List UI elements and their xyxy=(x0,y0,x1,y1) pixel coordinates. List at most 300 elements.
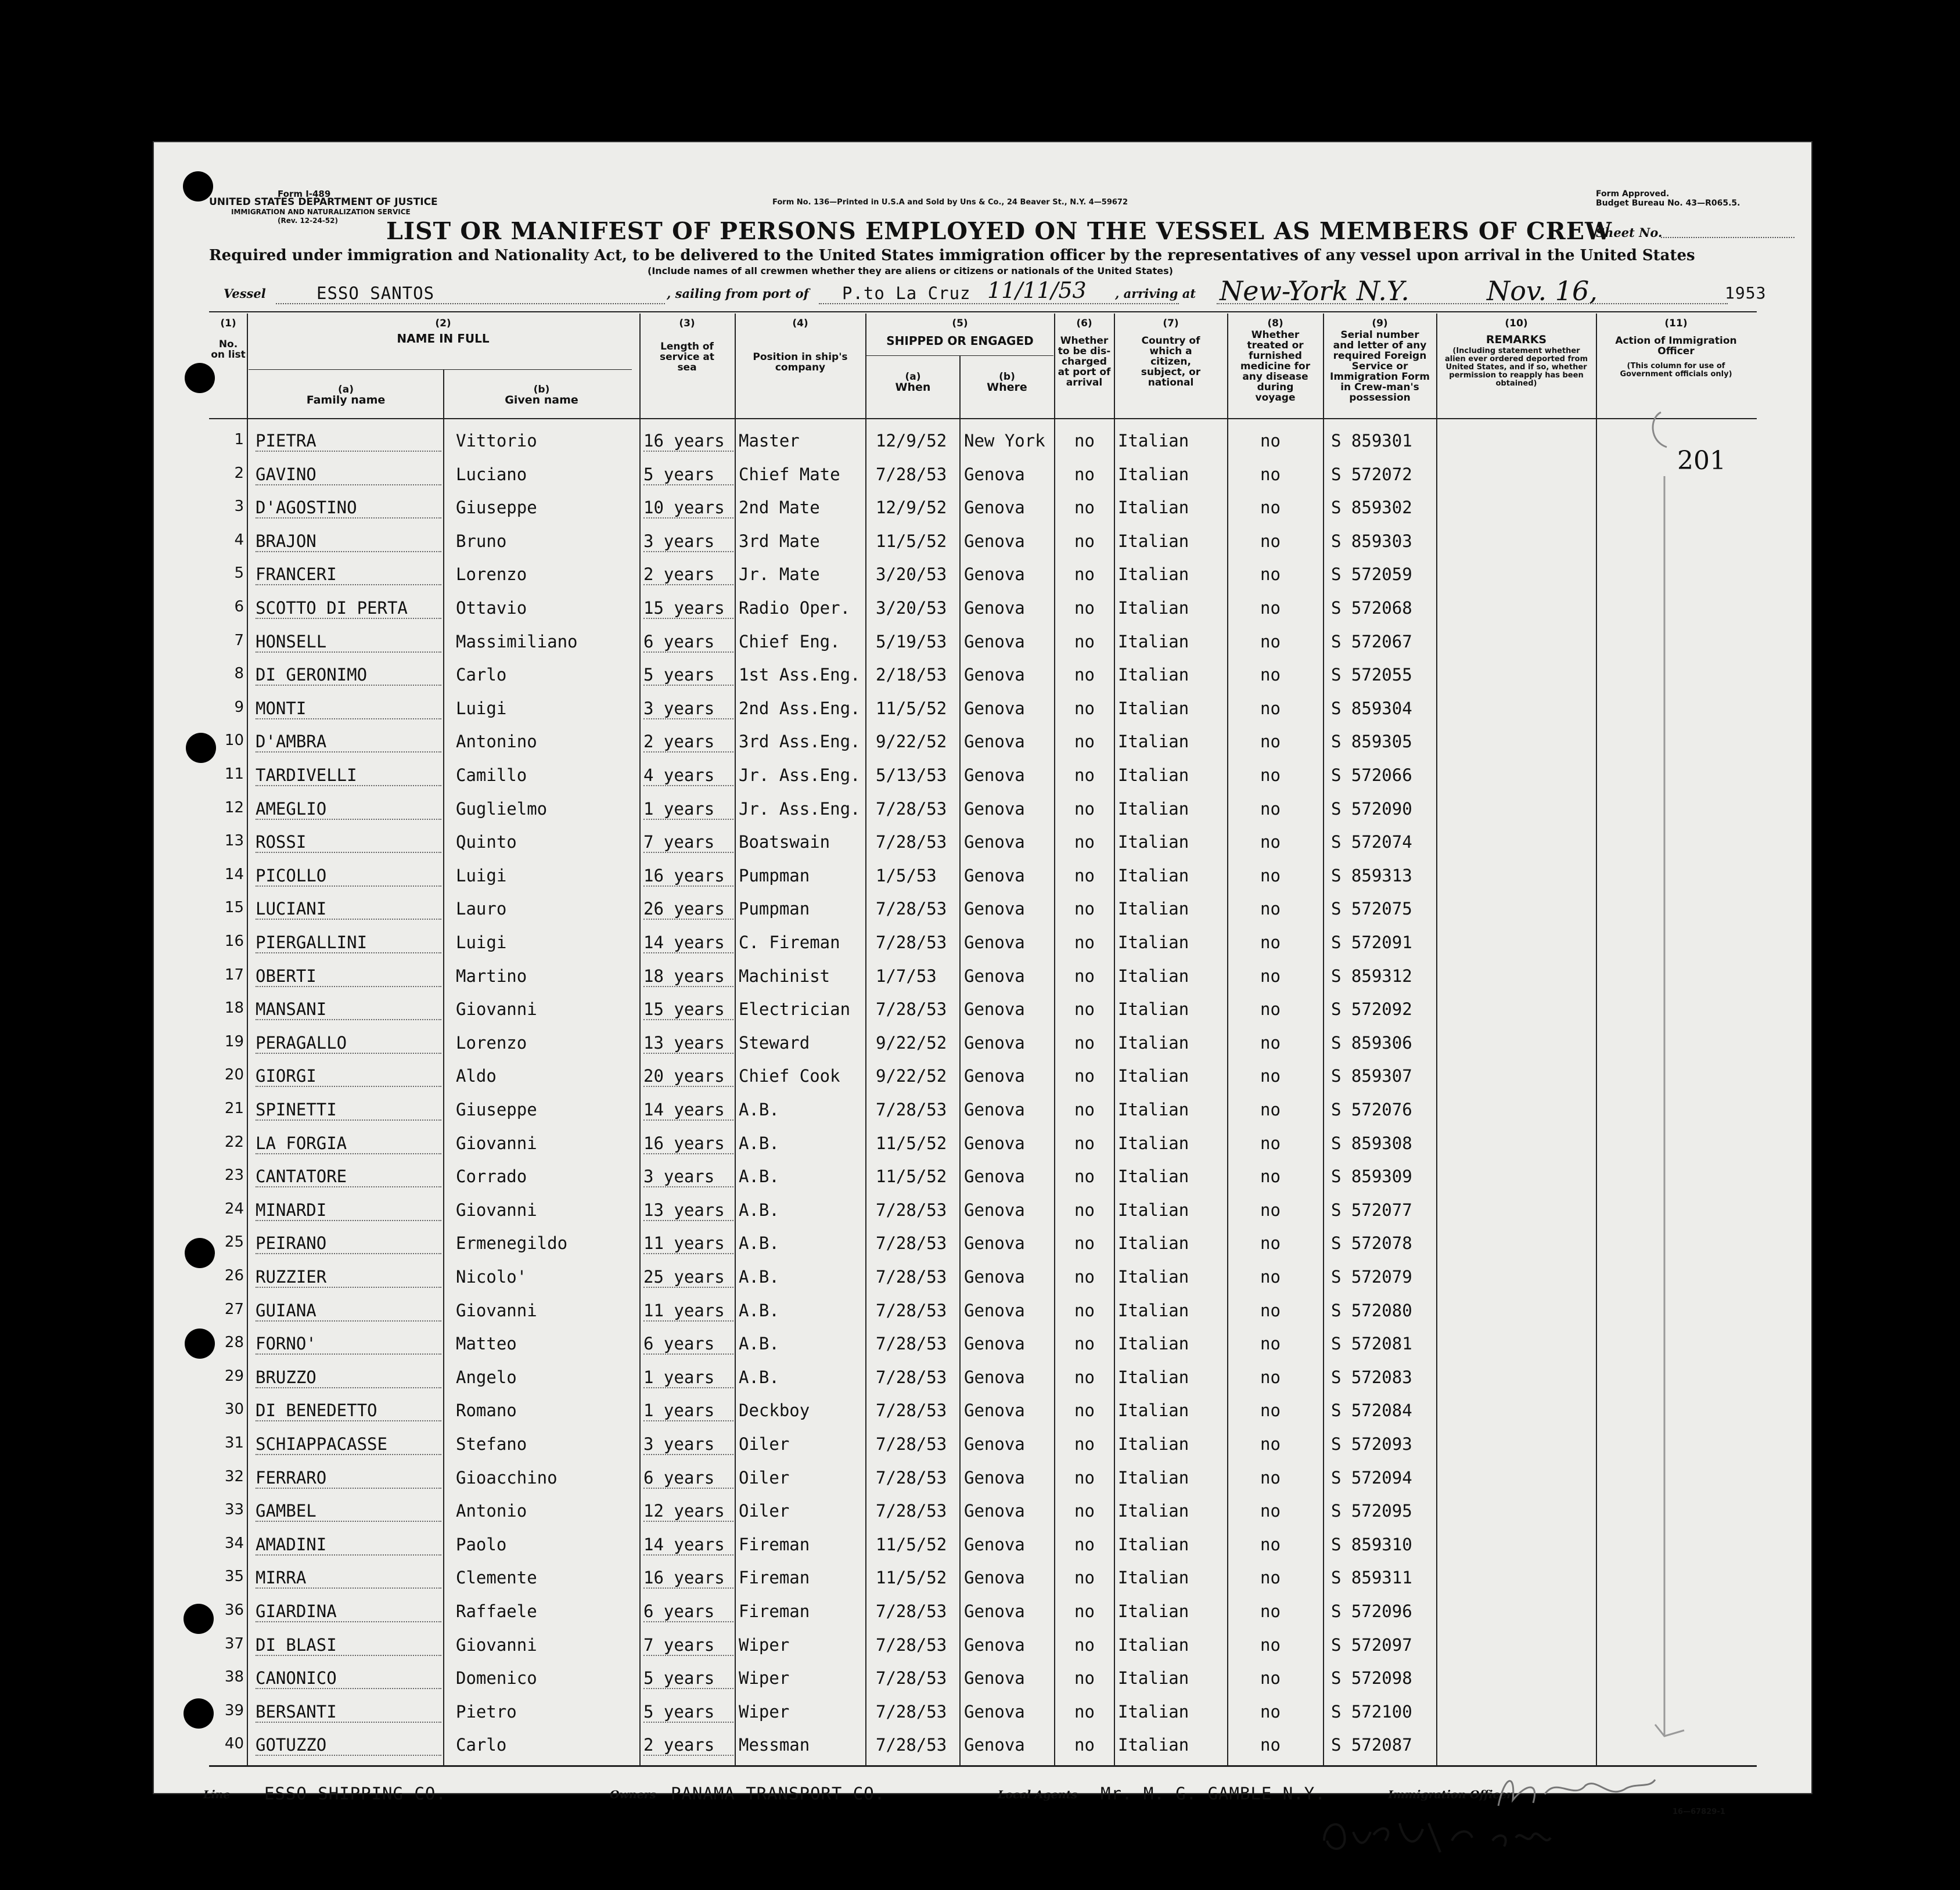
cell-no: 28 xyxy=(224,1334,244,1352)
col7-header: (7) Country of which a citizen, subject, or national xyxy=(1141,318,1201,388)
cell-when: 12/9/52 xyxy=(876,498,947,518)
cell-medicine: no xyxy=(1260,1401,1281,1421)
cell-when: 7/28/53 xyxy=(876,1267,947,1287)
agents-value: Mr. M. G. GAMBLE N.Y. xyxy=(1101,1784,1326,1803)
sailing-port[interactable]: P.to La Cruz xyxy=(842,283,971,303)
cell-service: 2 years xyxy=(643,732,733,753)
cell-country: Italian xyxy=(1118,1568,1189,1588)
cell-given: Luigi xyxy=(456,933,507,952)
manifest-subtitle: Required under immigration and Nationality Act, to be delivered to the United States immigration officer by the representatives of any vessel upon arrival in the United States xyxy=(209,247,1695,264)
col2b-header: (b) Given name xyxy=(505,384,578,406)
cell-medicine: no xyxy=(1260,631,1281,651)
cell-when: 12/9/52 xyxy=(876,431,947,451)
cell-country: Italian xyxy=(1118,698,1189,718)
cell-position: Deckboy xyxy=(739,1401,810,1421)
aliens-tally-note xyxy=(1318,1806,1597,1870)
cell-service: 6 years xyxy=(643,1334,733,1355)
cell-medicine: no xyxy=(1260,1133,1281,1153)
cell-medicine: no xyxy=(1260,966,1281,986)
cell-no: 5 xyxy=(234,564,244,582)
cell-service: 4 years xyxy=(643,765,733,786)
cell-where: Genova xyxy=(964,1334,1025,1354)
cell-country: Italian xyxy=(1118,732,1189,752)
cell-position: Chief Cook xyxy=(739,1066,840,1086)
cell-serial: S 572093 xyxy=(1331,1434,1412,1454)
cell-discharged: no xyxy=(1074,1601,1095,1621)
cell-where: Genova xyxy=(964,1501,1025,1521)
cell-family: PIERGALLINI xyxy=(256,933,441,953)
cell-position: Wiper xyxy=(739,1701,790,1722)
cell-discharged: no xyxy=(1074,1267,1095,1287)
cell-no: 16 xyxy=(224,933,244,950)
cell-when: 7/28/53 xyxy=(876,1233,947,1254)
cell-no: 24 xyxy=(224,1200,244,1218)
line-value: ESSO SHIPPING CO. xyxy=(264,1784,447,1803)
cell-serial: S 859310 xyxy=(1331,1534,1412,1554)
cell-position: Master xyxy=(739,431,800,451)
cell-serial: S 859309 xyxy=(1331,1167,1412,1187)
cell-position: Jr. Mate xyxy=(739,564,820,585)
cell-given: Guglielmo xyxy=(456,798,548,819)
cell-serial: S 859307 xyxy=(1331,1066,1412,1086)
sheet-field[interactable] xyxy=(1661,237,1794,238)
cell-when: 7/28/53 xyxy=(876,1701,947,1722)
cell-medicine: no xyxy=(1260,1233,1281,1254)
cell-given: Clemente xyxy=(456,1568,537,1588)
cell-medicine: no xyxy=(1260,765,1281,785)
agents-label: Local Agents xyxy=(998,1788,1078,1801)
cell-where: Genova xyxy=(964,531,1025,551)
cell-medicine: no xyxy=(1260,498,1281,518)
cell-medicine: no xyxy=(1260,1100,1281,1119)
cell-where: Genova xyxy=(964,464,1025,484)
cell-serial: S 572080 xyxy=(1331,1300,1412,1320)
cell-medicine: no xyxy=(1260,899,1281,919)
cell-family: BRAJON xyxy=(256,531,441,552)
cell-medicine: no xyxy=(1260,464,1281,484)
punch-hole xyxy=(185,363,215,393)
cell-medicine: no xyxy=(1260,999,1281,1020)
cell-country: Italian xyxy=(1118,1401,1189,1421)
cell-when: 7/28/53 xyxy=(876,1100,947,1119)
cell-serial: S 572098 xyxy=(1331,1668,1412,1689)
cell-position: Steward xyxy=(739,1032,810,1053)
cell-discharged: no xyxy=(1074,1467,1095,1488)
cell-country: Italian xyxy=(1118,1100,1189,1119)
cell-family: MANSANI xyxy=(256,999,441,1020)
cell-family: TARDIVELLI xyxy=(256,765,441,786)
cell-service: 5 years xyxy=(643,1702,733,1723)
cell-country: Italian xyxy=(1118,1334,1189,1354)
cell-family: MINARDI xyxy=(256,1200,441,1221)
cell-family: GUIANA xyxy=(256,1301,441,1322)
cell-given: Massimiliano xyxy=(456,631,578,651)
cell-medicine: no xyxy=(1260,1434,1281,1454)
vessel-label: Vessel xyxy=(224,286,266,301)
cell-country: Italian xyxy=(1118,1601,1189,1621)
cell-medicine: no xyxy=(1260,1701,1281,1722)
cell-medicine: no xyxy=(1260,1601,1281,1621)
footer-code: 16—67829-1 xyxy=(1673,1808,1725,1816)
cell-serial: S 572079 xyxy=(1331,1267,1412,1287)
cell-no: 37 xyxy=(224,1635,244,1653)
cell-serial: S 859308 xyxy=(1331,1133,1412,1153)
cell-serial: S 859301 xyxy=(1331,431,1412,451)
cell-country: Italian xyxy=(1118,531,1189,551)
cell-family: FORNO' xyxy=(256,1334,441,1355)
cell-country: Italian xyxy=(1118,1467,1189,1488)
officer-label: Immigration Officer xyxy=(1388,1788,1513,1801)
cell-no: 10 xyxy=(224,732,244,750)
cell-given: Vittorio xyxy=(456,431,537,451)
cell-no: 17 xyxy=(224,966,244,984)
cell-family: D'AGOSTINO xyxy=(256,498,441,519)
cell-family: SCHIAPPACASSE xyxy=(256,1434,441,1455)
cell-family: MIRRA xyxy=(256,1568,441,1589)
cell-no: 30 xyxy=(224,1401,244,1419)
arriving-label: , arriving at xyxy=(1115,286,1196,301)
cell-country: Italian xyxy=(1118,665,1189,685)
cell-discharged: no xyxy=(1074,1032,1095,1053)
col6-header: (6) Whether to be dis-charged at port of arrival xyxy=(1058,318,1111,388)
cell-service: 1 years xyxy=(643,1367,733,1388)
cell-position: Fireman xyxy=(739,1534,810,1554)
cell-family: LUCIANI xyxy=(256,899,441,920)
cell-discharged: no xyxy=(1074,598,1095,618)
cell-discharged: no xyxy=(1074,1635,1095,1655)
arriving-port[interactable]: New-York N.Y. xyxy=(1220,275,1409,307)
cell-medicine: no xyxy=(1260,1501,1281,1521)
cell-discharged: no xyxy=(1074,1434,1095,1454)
cell-service: 6 years xyxy=(643,632,733,653)
cell-no: 12 xyxy=(224,798,244,816)
cell-discharged: no xyxy=(1074,765,1095,785)
cell-service: 16 years xyxy=(643,1568,733,1589)
cell-no: 1 xyxy=(234,431,244,448)
cell-medicine: no xyxy=(1260,1668,1281,1689)
cell-position: Fireman xyxy=(739,1568,810,1588)
cell-position: 3rd Ass.Eng. xyxy=(739,732,861,752)
cell-no: 3 xyxy=(234,498,244,516)
cell-when: 11/5/52 xyxy=(876,698,947,718)
line-label: Line xyxy=(203,1788,231,1801)
cell-medicine: no xyxy=(1260,798,1281,819)
cell-service: 14 years xyxy=(643,1535,733,1556)
cell-position: 3rd Mate xyxy=(739,531,820,551)
vessel-name[interactable]: ESSO SANTOS xyxy=(317,283,435,303)
cell-medicine: no xyxy=(1260,1367,1281,1387)
arrival-date[interactable]: Nov. 16, xyxy=(1487,275,1598,307)
cell-serial: S 572068 xyxy=(1331,598,1412,618)
col9-header: (9) Serial number and letter of any required Foreign Service or Immigration Form in Crew-man's possession xyxy=(1330,318,1430,404)
cell-country: Italian xyxy=(1118,1735,1189,1755)
cell-given: Giovanni xyxy=(456,999,537,1020)
cell-family: GAMBEL xyxy=(256,1501,441,1522)
cell-family: PICOLLO xyxy=(256,866,441,887)
cell-service: 3 years xyxy=(643,1167,733,1187)
cell-when: 11/5/52 xyxy=(876,531,947,551)
cell-family: ROSSI xyxy=(256,832,441,853)
cell-given: Paolo xyxy=(456,1534,507,1554)
cell-serial: S 572100 xyxy=(1331,1701,1412,1722)
cell-where: Genova xyxy=(964,966,1025,986)
cell-serial: S 572067 xyxy=(1331,631,1412,651)
cell-no: 15 xyxy=(224,899,244,917)
sailing-date[interactable]: 11/11/53 xyxy=(987,278,1087,303)
cell-given: Gioacchino xyxy=(456,1467,558,1488)
cell-family: SPINETTI xyxy=(256,1100,441,1121)
cell-no: 23 xyxy=(224,1167,244,1185)
cell-when: 7/28/53 xyxy=(876,798,947,819)
cell-service: 5 years xyxy=(643,465,733,485)
cell-given: Luigi xyxy=(456,698,507,718)
cell-serial: S 572096 xyxy=(1331,1601,1412,1621)
sheet-label: Sheet No. xyxy=(1596,225,1663,240)
cell-family: CANONICO xyxy=(256,1668,441,1689)
owners-label: Owners xyxy=(610,1788,656,1801)
cell-no: 25 xyxy=(224,1233,244,1251)
cell-discharged: no xyxy=(1074,1501,1095,1521)
cell-service: 6 years xyxy=(643,1468,733,1489)
cell-medicine: no xyxy=(1260,1300,1281,1320)
cell-where: Genova xyxy=(964,564,1025,585)
cell-given: Domenico xyxy=(456,1668,537,1689)
cell-service: 12 years xyxy=(643,1501,733,1522)
cell-no: 29 xyxy=(224,1367,244,1385)
col8-header: (8) Whether treated or furnished medicine for any disease during voyage xyxy=(1240,318,1311,404)
cell-no: 40 xyxy=(224,1735,244,1753)
cell-discharged: no xyxy=(1074,1233,1095,1254)
cell-given: Aldo xyxy=(456,1066,497,1086)
cell-where: Genova xyxy=(964,832,1025,852)
cell-when: 7/28/53 xyxy=(876,1367,947,1387)
cell-when: 11/5/52 xyxy=(876,1568,947,1588)
cell-where: Genova xyxy=(964,1032,1025,1053)
cell-service: 15 years xyxy=(643,999,733,1020)
cell-where: Genova xyxy=(964,798,1025,819)
cell-where: Genova xyxy=(964,1434,1025,1454)
cell-where: Genova xyxy=(964,1701,1025,1722)
cell-medicine: no xyxy=(1260,1467,1281,1488)
cell-when: 7/28/53 xyxy=(876,1735,947,1755)
cell-where: Genova xyxy=(964,732,1025,752)
form-number: Form I-489 xyxy=(278,189,331,199)
cell-medicine: no xyxy=(1260,933,1281,952)
cell-given: Pietro xyxy=(456,1701,517,1722)
cell-position: A.B. xyxy=(739,1367,779,1387)
cell-no: 33 xyxy=(224,1501,244,1519)
cell-given: Giovanni xyxy=(456,1635,537,1655)
cell-position: A.B. xyxy=(739,1167,779,1187)
officer-stamp-number: 201 xyxy=(1677,446,1726,476)
cell-no: 2 xyxy=(234,464,244,482)
cell-where: Genova xyxy=(964,1233,1025,1254)
cell-country: Italian xyxy=(1118,1367,1189,1387)
cell-given: Giuseppe xyxy=(456,1100,537,1119)
cell-position: Messman xyxy=(739,1735,810,1755)
col2a-header: (a) Family name xyxy=(306,384,386,406)
cell-no: 9 xyxy=(234,698,244,716)
cell-serial: S 859306 xyxy=(1331,1032,1412,1053)
cell-when: 11/5/52 xyxy=(876,1133,947,1153)
cell-position: Wiper xyxy=(739,1668,790,1689)
cell-where: Genova xyxy=(964,1267,1025,1287)
cell-medicine: no xyxy=(1260,1534,1281,1554)
cell-when: 7/28/53 xyxy=(876,1200,947,1220)
cell-medicine: no xyxy=(1260,1735,1281,1755)
cell-given: Nicolo' xyxy=(456,1267,527,1287)
cell-when: 7/28/53 xyxy=(876,1668,947,1689)
cell-service: 15 years xyxy=(643,598,733,619)
col5a-header: (a) When xyxy=(895,371,931,394)
cell-where: Genova xyxy=(964,999,1025,1020)
cell-family: LA FORGIA xyxy=(256,1133,441,1154)
manifest-note: (Include names of all crewmen whether they are aliens or citizens or nationals of the United States) xyxy=(648,265,1173,276)
cell-discharged: no xyxy=(1074,933,1095,952)
cell-service: 1 years xyxy=(643,799,733,820)
cell-serial: S 572066 xyxy=(1331,765,1412,785)
cell-where: Genova xyxy=(964,1601,1025,1621)
cell-position: 2nd Mate xyxy=(739,498,820,518)
cell-family: GIORGI xyxy=(256,1066,441,1087)
cell-no: 27 xyxy=(224,1300,244,1318)
cell-discharged: no xyxy=(1074,498,1095,518)
cell-country: Italian xyxy=(1118,999,1189,1020)
cell-serial: S 859311 xyxy=(1331,1568,1412,1588)
cell-service: 7 years xyxy=(643,832,733,853)
cell-country: Italian xyxy=(1118,598,1189,618)
cell-service: 1 years xyxy=(643,1401,733,1421)
cell-discharged: no xyxy=(1074,1100,1095,1119)
cell-family: PEIRANO xyxy=(256,1233,441,1254)
cell-no: 35 xyxy=(224,1568,244,1586)
cell-where: Genova xyxy=(964,1401,1025,1421)
cell-discharged: no xyxy=(1074,1066,1095,1086)
cell-position: A.B. xyxy=(739,1300,779,1320)
cell-position: Jr. Ass.Eng. xyxy=(739,765,861,785)
cell-country: Italian xyxy=(1118,464,1189,484)
cell-service: 2 years xyxy=(643,1735,733,1756)
cell-where: Genova xyxy=(964,1735,1025,1755)
cell-discharged: no xyxy=(1074,1167,1095,1187)
cell-discharged: no xyxy=(1074,631,1095,651)
cell-family: FERRARO xyxy=(256,1468,441,1489)
cell-position: Oiler xyxy=(739,1467,790,1488)
cell-given: Carlo xyxy=(456,665,507,685)
cell-when: 9/22/52 xyxy=(876,1066,947,1086)
cell-where: Genova xyxy=(964,1534,1025,1554)
vessel-underline xyxy=(276,303,665,304)
cell-family: BRUZZO xyxy=(256,1367,441,1388)
cell-medicine: no xyxy=(1260,865,1281,885)
cell-discharged: no xyxy=(1074,1668,1095,1689)
cell-service: 10 years xyxy=(643,498,733,519)
cell-service: 11 years xyxy=(643,1233,733,1254)
col11-header: (11) Action of Immigration Officer (This column for use of Government officials only) xyxy=(1615,318,1737,379)
cell-where: Genova xyxy=(964,665,1025,685)
cell-discharged: no xyxy=(1074,1367,1095,1387)
cell-family: FRANCERI xyxy=(256,564,441,585)
cell-no: 34 xyxy=(224,1534,244,1552)
cell-family: OBERTI xyxy=(256,966,441,987)
cell-discharged: no xyxy=(1074,531,1095,551)
cell-where: Genova xyxy=(964,933,1025,952)
cell-service: 3 years xyxy=(643,1434,733,1455)
table-top-rule xyxy=(209,311,1757,312)
cell-country: Italian xyxy=(1118,865,1189,885)
cell-family: RUZZIER xyxy=(256,1267,441,1288)
cell-medicine: no xyxy=(1260,1334,1281,1354)
cell-given: Antonino xyxy=(456,732,537,752)
cell-given: Lauro xyxy=(456,899,507,919)
arrival-year: 1953 xyxy=(1725,283,1767,303)
cell-service: 16 years xyxy=(643,1133,733,1154)
cell-country: Italian xyxy=(1118,765,1189,785)
cell-when: 2/18/53 xyxy=(876,665,947,685)
cell-service: 6 years xyxy=(643,1601,733,1622)
cell-where: Genova xyxy=(964,1300,1025,1320)
cell-discharged: no xyxy=(1074,431,1095,451)
owners-value: PANAMA TRANSPORT CO. xyxy=(671,1784,886,1803)
cell-serial: S 859312 xyxy=(1331,966,1412,986)
cell-service: 13 years xyxy=(643,1200,733,1221)
cell-serial: S 572090 xyxy=(1331,798,1412,819)
cell-where: Genova xyxy=(964,899,1025,919)
cell-medicine: no xyxy=(1260,1568,1281,1588)
cell-country: Italian xyxy=(1118,1066,1189,1086)
name-subhead-rule xyxy=(249,369,632,370)
cell-serial: S 572055 xyxy=(1331,665,1412,685)
cell-discharged: no xyxy=(1074,1401,1095,1421)
cell-medicine: no xyxy=(1260,1066,1281,1086)
cell-serial: S 859305 xyxy=(1331,732,1412,752)
cell-service: 14 years xyxy=(643,933,733,953)
cell-country: Italian xyxy=(1118,832,1189,852)
cell-where: Genova xyxy=(964,498,1025,518)
cell-given: Matteo xyxy=(456,1334,517,1354)
cell-when: 3/20/53 xyxy=(876,564,947,585)
cell-discharged: no xyxy=(1074,464,1095,484)
cell-serial: S 572083 xyxy=(1331,1367,1412,1387)
cell-family: CANTATORE xyxy=(256,1167,441,1187)
cell-medicine: no xyxy=(1260,1200,1281,1220)
cell-serial: S 572075 xyxy=(1331,899,1412,919)
cell-serial: S 572095 xyxy=(1331,1501,1412,1521)
cell-discharged: no xyxy=(1074,1568,1095,1588)
cell-family: GOTUZZO xyxy=(256,1735,441,1756)
cell-family: D'AMBRA xyxy=(256,732,441,753)
cell-where: Genova xyxy=(964,1167,1025,1187)
cell-when: 7/28/53 xyxy=(876,1601,947,1621)
cell-family: MONTI xyxy=(256,699,441,719)
cell-given: Lorenzo xyxy=(456,1032,527,1053)
cell-where: Genova xyxy=(964,698,1025,718)
cell-service: 26 years xyxy=(643,899,733,920)
cell-when: 7/28/53 xyxy=(876,1300,947,1320)
cell-where: Genova xyxy=(964,1133,1025,1153)
cell-given: Giovanni xyxy=(456,1133,537,1153)
cell-given: Giovanni xyxy=(456,1300,537,1320)
cell-position: A.B. xyxy=(739,1100,779,1119)
cell-where: Genova xyxy=(964,1100,1025,1119)
cell-discharged: no xyxy=(1074,1735,1095,1755)
sailing-underline xyxy=(819,303,1179,304)
cell-discharged: no xyxy=(1074,865,1095,885)
cell-serial: S 859302 xyxy=(1331,498,1412,518)
cell-position: Fireman xyxy=(739,1601,810,1621)
cell-given: Martino xyxy=(456,966,527,986)
cell-position: Electrician xyxy=(739,999,851,1020)
